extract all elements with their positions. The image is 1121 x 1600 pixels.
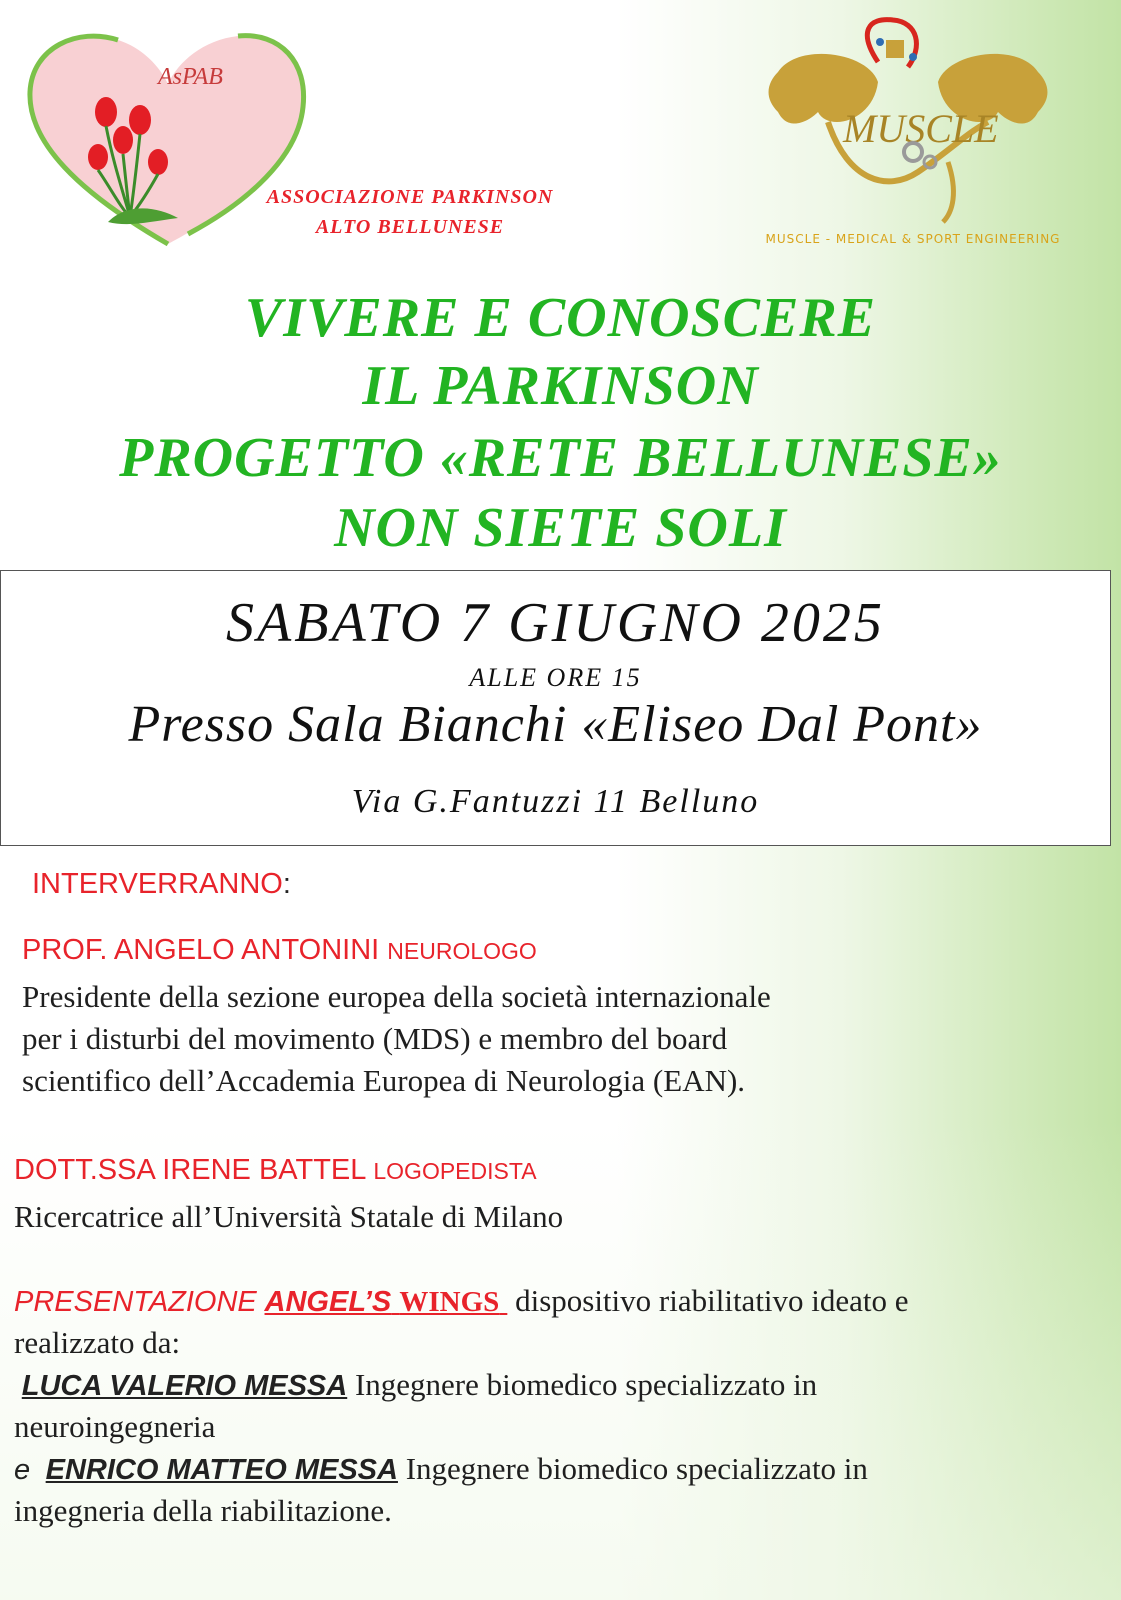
device-name-a: ANGEL’S (264, 1286, 392, 1318)
speaker-1-description (22, 976, 1022, 1102)
flexed-arm-icon (718, 12, 1098, 232)
person-1-desc: Ingegnere biomedico specializzato in (354, 1366, 818, 1402)
headline-line4: NON SIETE SOLI (334, 497, 787, 559)
presentation-desc-line2: realizzato da: (14, 1325, 181, 1361)
speakers-label (32, 868, 291, 901)
person-1-desc-line2: neuroingegneria (14, 1409, 216, 1445)
person-2-desc: Ingegnere biomedico specializzato in (405, 1450, 868, 1486)
event-details-box (0, 570, 1111, 846)
speaker-1-name: PROF. ANGELO ANTONINI (22, 934, 380, 966)
speaker-1-desc-line1: Presidente della sezione europea della società internazionale (22, 979, 771, 1014)
speaker-1-desc-line3: scientifico dell’Accademia Europea di Neurologia (EAN). (22, 1062, 746, 1098)
event-time: ALLE ORE 15 (469, 663, 642, 692)
headline-line3: PROGETTO «RETE BELLUNESE» (119, 427, 1002, 489)
speaker-1-heading (22, 934, 537, 967)
event-address: Via G.Fantuzzi 11 Belluno (351, 783, 760, 820)
aspab-name-line2: ALTO BELLUNESE (315, 216, 505, 238)
speaker-2-description (14, 1196, 1014, 1238)
speaker-1-role: NEUROLOGO (387, 938, 537, 964)
presentation-line1 (14, 1280, 1094, 1322)
headline-line1: VIVERE E CONOSCERE (244, 287, 877, 349)
speaker-2-role: LOGOPEDISTA (373, 1158, 537, 1184)
svg-text:AsPAB: AsPAB (158, 64, 223, 90)
presentation-prefix: PRESENTAZIONE (14, 1286, 257, 1318)
speaker-2-name: DOTT.SSA IRENE BATTEL (14, 1154, 366, 1186)
speaker-2-heading (14, 1154, 537, 1187)
presentation-person2-line (14, 1448, 1094, 1490)
device-name (265, 1286, 508, 1318)
speakers-label-colon: : (282, 868, 291, 900)
conjunction: e (14, 1453, 31, 1486)
muscle-tagline: MUSCLE - MEDICAL & SPORT ENGINEERING (765, 232, 1061, 246)
event-venue: Presso Sala Bianchi «Eliseo Dal Pont» (128, 696, 983, 753)
aspab-name-line1: ASSOCIAZIONE PARKINSON (266, 186, 554, 208)
person-1-name: LUCA VALERIO MESSA (21, 1369, 348, 1402)
presentation-person1-line (14, 1364, 1094, 1406)
speaker-2-desc-line1: Ricercatrice all’Università Statale di Milano (14, 1199, 564, 1234)
speakers-label-text: INTERVERRANNO (32, 868, 283, 900)
person-2-name: ENRICO MATTEO MESSA (45, 1453, 398, 1486)
event-date: SABATO 7 GIUGNO 2025 (226, 592, 885, 654)
muscle-logo (718, 12, 1098, 252)
presentation-desc-line1: dispositivo riabilitativo ideato e (515, 1283, 909, 1318)
presentation-block (14, 1280, 1094, 1532)
headline-line2: IL PARKINSON (362, 355, 759, 417)
speaker-1-desc-line2: per i disturbi del movimento (MDS) e membro del board (22, 1020, 728, 1056)
device-name-b: WINGS (399, 1286, 500, 1318)
person-2-desc-line2: ingegneria della riabilitazione. (14, 1493, 392, 1529)
svg-text:MUSCLE: MUSCLE (843, 106, 999, 151)
